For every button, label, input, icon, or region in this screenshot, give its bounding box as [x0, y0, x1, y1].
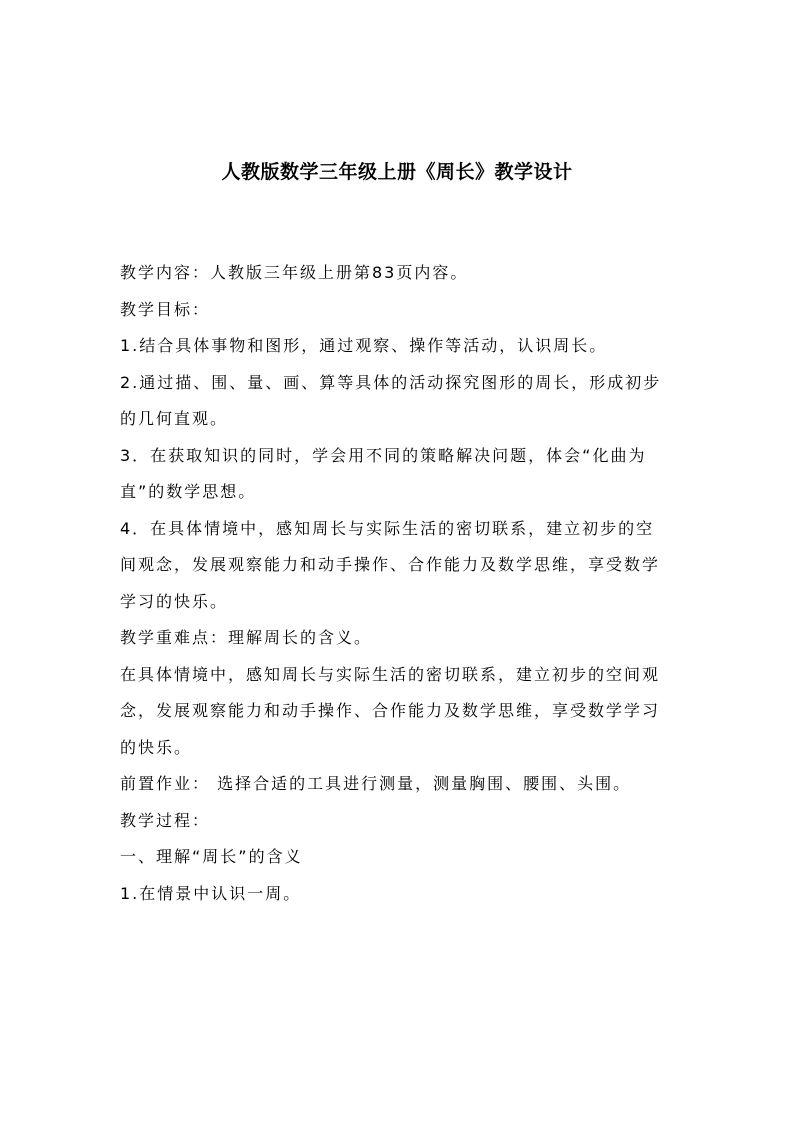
paragraph-key-detail-line-3: 的快乐。	[120, 737, 193, 757]
paragraph-key-detail-line-1: 在具体情境中，感知周长与实际生活的密切联系，建立初步的空间观	[120, 664, 661, 684]
paragraph-key-points: 教学重难点：理解周长的含义。	[120, 628, 373, 647]
paragraph-goal-4-line-3: 学习的快乐。	[120, 591, 229, 611]
paragraph-pre-assignment: 前置作业： 选择合适的工具进行测量，测量胸围、腰围、头围。	[120, 774, 632, 793]
paragraph-goal-2-line-1: 2.通过描、围、量、画、算等具体的活动探究图形的周长，形成初步	[120, 372, 662, 392]
document-body	[120, 255, 680, 912]
paragraph-teaching-goals-heading: 教学目标：	[120, 299, 211, 319]
paragraph-section-1-item-1: 1.在情景中认识一周。	[120, 883, 302, 903]
paragraph-teaching-process-heading: 教学过程：	[120, 810, 211, 830]
document-title: 人教版数学三年级上册《周长》教学设计	[221, 161, 573, 183]
paragraph-teaching-content: 教学内容：人教版三年级上册第83页内容。	[120, 263, 469, 282]
paragraph-key-detail-line-2: 念，发展观察能力和动手操作、合作能力及数学思维，享受数学学习	[120, 701, 661, 720]
paragraph-goal-2-line-2: 的几何直观。	[120, 409, 229, 428]
paragraph-goal-4-line-1: 4．在具体情境中，感知周长与实际生活的密切联系，建立初步的空	[120, 518, 655, 538]
paragraph-goal-1: 1.结合具体事物和图形，通过观察、操作等活动，认识周长。	[120, 336, 608, 355]
paragraph-section-1-heading: 一、理解“周长”的含义	[120, 847, 303, 866]
paragraph-goal-3-line-2: 直”的数学思想。	[120, 482, 257, 501]
paragraph-goal-4-line-2: 间观念，发展观察能力和动手操作、合作能力及数学思维，享受数学	[120, 555, 661, 574]
paragraph-goal-3-line-1: 3．在获取知识的同时，学会用不同的策略解决问题，体会“化曲为	[120, 445, 647, 465]
